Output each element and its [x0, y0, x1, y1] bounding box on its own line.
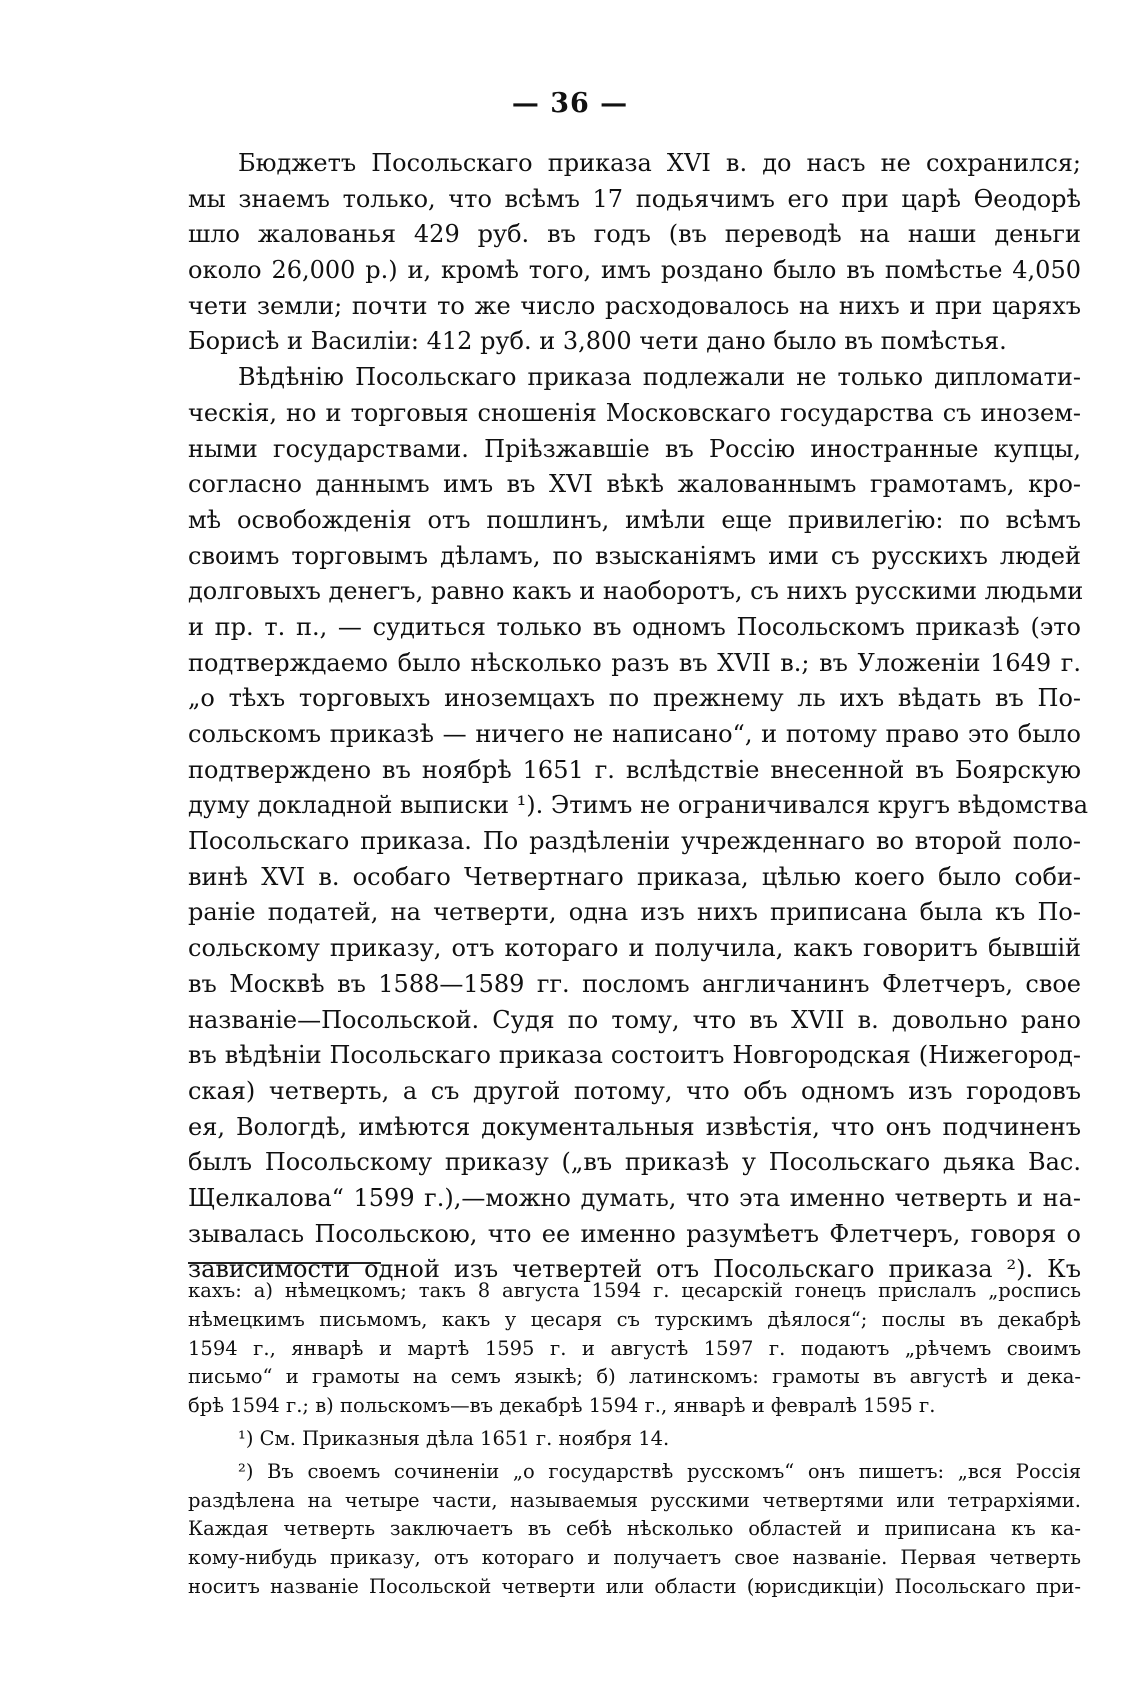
text-line: чети земли; почти то же число расходовалось на нихъ и при царяхъ	[188, 291, 1081, 320]
text-line: Бюджетъ Посольскаго приказа XVI в. до насъ не сохранился;	[238, 149, 1081, 177]
text-line: ческія, но и торговыя сношенія Московскаго государства съ инозем-	[188, 398, 1081, 427]
text-line: Вѣдѣнію Посольскаго приказа подлежали не только дипломати-	[238, 363, 1081, 392]
text-line: въ Москвѣ въ 1588—1589 гг. посломъ англичанинъ Флетчеръ, свое	[188, 969, 1081, 998]
footnote-line: раздѣлена на четыре части, называемыя русскими четвертями или тетрархіями.	[188, 1488, 1081, 1512]
footnote-line: носитъ названіе Посольской четверти или области (юрисдикціи) Посольскаго при-	[188, 1574, 1081, 1598]
text-line: ская) четверть, а съ другой потому, что объ одномъ изъ городовъ	[188, 1076, 1081, 1105]
text-line: въ вѣдѣніи Посольскаго приказа состоитъ Новгородская (Нижегород-	[188, 1041, 1081, 1070]
text-line: названіе—Посольской. Судя по тому, что въ XVII в. довольно рано	[188, 1005, 1081, 1034]
text-line: своимъ торговымъ дѣламъ, по взысканіямъ ими съ русскихъ людей	[188, 541, 1081, 570]
text-line: мы знаемъ только, что всѣмъ 17 подьячимъ его при царѣ Ѳеодорѣ	[188, 184, 1081, 213]
text-line: „о тѣхъ торговыхъ иноземцахъ по прежнему ль ихъ вѣдать въ По-	[188, 684, 1081, 713]
text-line: сольскомъ приказѣ — ничего не написано“, и потому право это было	[188, 720, 1081, 748]
text-line: подтверждено въ ноябрѣ 1651 г. вслѣдствіе внесенной въ Боярскую	[188, 755, 1081, 784]
footnote-line: кому-нибудь приказу, отъ котораго и получаетъ свое названіе. Первая четверть	[188, 1546, 1081, 1570]
text-line: былъ Посольскому приказу („въ приказѣ у Посольскаго дьяка Вас.	[188, 1148, 1081, 1177]
text-line: Борисѣ и Василіи: 412 руб. и 3,800 чети дано было въ помѣстья.	[188, 327, 1007, 356]
text-line: думу докладной выписки ¹). Этимъ не ограничивался кругъ вѣдомства	[188, 791, 1089, 820]
text-line: подтверждаемо было нѣсколько разъ въ XVII в.; въ Уложеніи 1649 г.	[188, 648, 1081, 677]
footnote-line: 1594 г., январѣ и мартѣ 1595 г. и августѣ 1597 г. подаютъ „рѣчемъ своимъ	[188, 1336, 1081, 1360]
text-line: Щелкалова“ 1599 г.),—можно думать, что эта именно четверть и на-	[188, 1183, 1081, 1212]
text-line: ными государствами. Пріѣзжавшіе въ Россію иностранные купцы,	[188, 434, 1081, 463]
footnote-line: Каждая четверть заключаетъ въ себѣ нѣсколько областей и приписана къ ка-	[188, 1517, 1081, 1541]
footnote-line: письмо“ и грамоты на семъ языкѣ; б) латинскомъ: грамоты въ августѣ и дека-	[188, 1365, 1081, 1389]
text-line: винѣ XVI в. особаго Четвертнаго приказа, цѣлью коего было соби-	[188, 862, 1081, 891]
text-line: Посольскаго приказа. По раздѣленіи учрежденнаго во второй поло-	[188, 827, 1081, 856]
text-line: около 26,000 р.) и, кромѣ того, имъ роздано было въ помѣстье 4,050	[188, 256, 1081, 285]
footnote-separator	[188, 1262, 381, 1264]
text-line: мѣ освобожденія отъ пошлинъ, имѣли еще привилегію: по всѣмъ	[188, 505, 1081, 534]
text-line: согласно даннымъ имъ въ XVI вѣкѣ жалованнымъ грамотамъ, кро-	[188, 470, 1081, 499]
text-line: сольскому приказу, отъ котораго и получила, какъ говоритъ бывшій	[188, 934, 1081, 963]
footnote-line: нѣмецкимъ письмомъ, какъ у цесаря съ турскимъ дѣялося“; послы въ декабрѣ	[188, 1307, 1081, 1331]
text-line: долговыхъ денегъ, равно какъ и наоборотъ, съ нихъ русскими людьми	[188, 577, 1084, 606]
page-number: — 36 —	[511, 88, 629, 119]
footnotes	[188, 1277, 1081, 1602]
footnote-line: кахъ: а) нѣмецкомъ; такъ 8 августа 1594 г. цесарскій гонецъ прислалъ „роспись	[188, 1279, 1081, 1302]
text-line: раніе податей, на четверти, одна изъ нихъ приписана была къ По-	[188, 898, 1081, 927]
footnote-line: ¹) См. Приказныя дѣла 1651 г. ноября 14.	[238, 1426, 670, 1450]
text-line: зависимости одной изъ четвертей отъ Посольскаго приказа ²). Къ	[188, 1255, 1081, 1284]
main-text	[188, 146, 1089, 1288]
footnote-line: ²) Въ своемъ сочиненіи „о государствѣ русскомъ“ онъ пишетъ: „вся Россія	[238, 1459, 1081, 1483]
text-line: зывалась Посольскою, что ее именно разумѣетъ Флетчеръ, говоря о	[188, 1219, 1081, 1248]
text-line: и пр. т. п., — судиться только въ одномъ Посольскомъ приказѣ (это	[188, 612, 1081, 641]
footnote-line: брѣ 1594 г.; в) польскомъ—въ декабрѣ 1594 г., январѣ и февралѣ 1595 г.	[188, 1394, 936, 1418]
text-line: шло жалованья 429 руб. въ годъ (въ переводѣ на наши деньги	[188, 220, 1081, 249]
text-line: ея, Вологдѣ, имѣются документальныя извѣстія, что онъ подчиненъ	[188, 1112, 1081, 1141]
